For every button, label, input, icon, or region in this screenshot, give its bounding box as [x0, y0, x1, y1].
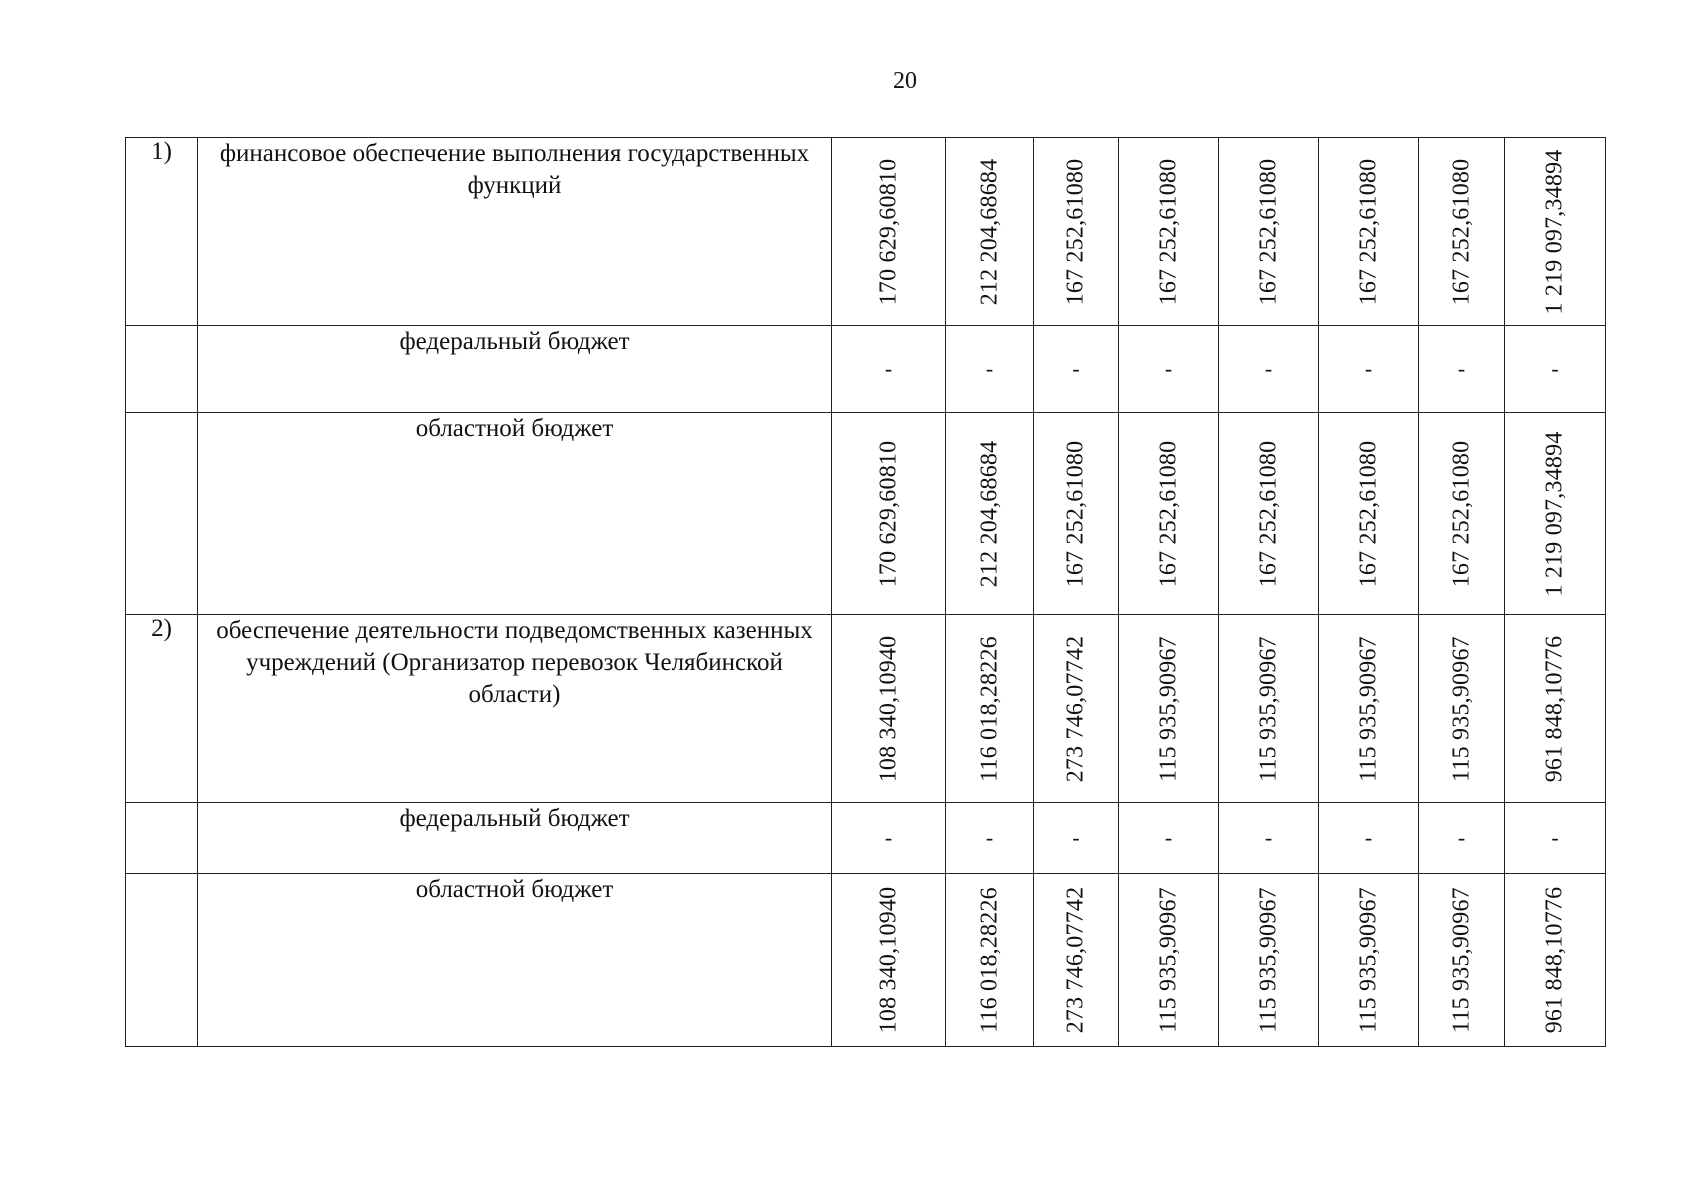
value-cell — [1119, 615, 1219, 803]
value-cell — [832, 413, 946, 615]
value-text: - — [985, 825, 994, 850]
value-cell — [1034, 138, 1119, 326]
value-text: - — [1364, 356, 1373, 381]
value-cell — [946, 615, 1034, 803]
value-cell — [1219, 874, 1319, 1047]
value-cell — [1119, 803, 1219, 874]
value-cell — [1119, 138, 1219, 326]
value-text: - — [1164, 825, 1173, 850]
value-text: 115 935,90967 — [1255, 635, 1281, 782]
value-cell — [1419, 803, 1505, 874]
value-cell — [1319, 615, 1419, 803]
value-text: 167 252,61080 — [1355, 440, 1381, 587]
value-text: 167 252,61080 — [1155, 440, 1181, 587]
value-cell — [1219, 803, 1319, 874]
table-row — [126, 615, 1606, 803]
value-cell — [1034, 803, 1119, 874]
value-cell — [832, 874, 946, 1047]
row-label: обеспечение деятельности подведомственных казенных учреждений (Организатор перевозок Челябинской области) — [198, 615, 832, 803]
table-row — [126, 874, 1606, 1047]
value-cell — [1119, 326, 1219, 413]
value-cell — [1505, 413, 1606, 615]
row-label: финансовое обеспечение выполнения государственных функций — [198, 138, 832, 326]
value-text: - — [1551, 356, 1559, 381]
value-text: 170 629,60810 — [875, 158, 901, 305]
value-cell — [1219, 413, 1319, 615]
value-cell — [1319, 326, 1419, 413]
value-cell — [946, 413, 1034, 615]
value-cell — [1419, 326, 1505, 413]
value-text: 167 252,61080 — [1062, 158, 1089, 305]
row-number — [126, 803, 198, 874]
value-cell — [1119, 413, 1219, 615]
value-text: 108 340,10940 — [875, 635, 901, 782]
value-text: 212 204,68684 — [976, 440, 1002, 587]
value-text: 167 252,61080 — [1255, 440, 1281, 587]
row-number — [126, 413, 198, 615]
value-cell — [1034, 874, 1119, 1047]
row-number — [126, 874, 198, 1047]
row-number: 2) — [126, 615, 198, 803]
value-cell — [946, 874, 1034, 1047]
value-text: 273 746,07742 — [1062, 635, 1089, 782]
value-text: - — [1264, 356, 1273, 381]
value-text: 1 219 097,34894 — [1541, 149, 1568, 314]
value-cell — [832, 326, 946, 413]
value-cell — [946, 803, 1034, 874]
value-cell — [1319, 803, 1419, 874]
value-cell — [946, 138, 1034, 326]
value-text: 108 340,10940 — [875, 886, 901, 1034]
value-text: - — [1551, 825, 1559, 850]
value-text: 115 935,90967 — [1355, 635, 1381, 782]
value-cell — [1319, 138, 1419, 326]
value-text: 170 629,60810 — [875, 440, 901, 587]
value-text: - — [1457, 825, 1466, 850]
value-text: 116 018,28226 — [976, 635, 1002, 782]
value-cell — [1219, 326, 1319, 413]
value-text: 961 848,10776 — [1541, 635, 1568, 782]
value-cell — [1419, 874, 1505, 1047]
value-text: 167 252,61080 — [1062, 440, 1089, 587]
value-cell — [1219, 138, 1319, 326]
value-cell — [1419, 138, 1505, 326]
row-label: областной бюджет — [198, 874, 832, 1047]
value-text: - — [884, 356, 893, 381]
value-cell — [1505, 803, 1606, 874]
value-cell — [1419, 615, 1505, 803]
table-row — [126, 138, 1606, 326]
value-text: - — [1072, 356, 1080, 381]
value-text: 115 935,90967 — [1255, 887, 1281, 1033]
value-cell — [1034, 615, 1119, 803]
value-text: 167 252,61080 — [1255, 158, 1281, 305]
value-cell — [1505, 326, 1606, 413]
table-row — [126, 413, 1606, 615]
budget-table — [125, 137, 1606, 1047]
row-label: областной бюджет — [198, 413, 832, 615]
value-text: 167 252,61080 — [1155, 158, 1181, 305]
row-label: федеральный бюджет — [198, 803, 832, 874]
value-cell — [1319, 874, 1419, 1047]
value-cell — [1219, 615, 1319, 803]
row-number — [126, 326, 198, 413]
value-text: - — [985, 356, 994, 381]
value-cell — [1119, 874, 1219, 1047]
value-text: - — [1364, 825, 1373, 850]
value-cell — [1505, 874, 1606, 1047]
value-text: 212 204,68684 — [976, 158, 1002, 305]
value-cell — [832, 803, 946, 874]
value-cell — [832, 138, 946, 326]
value-text: 167 252,61080 — [1448, 440, 1474, 587]
value-text: 961 848,10776 — [1541, 886, 1568, 1034]
value-cell — [1319, 413, 1419, 615]
row-number: 1) — [126, 138, 198, 326]
value-text: - — [884, 825, 893, 850]
value-text: 167 252,61080 — [1448, 158, 1474, 305]
value-text: 116 018,28226 — [976, 887, 1002, 1033]
value-text: - — [1164, 356, 1173, 381]
value-text: 167 252,61080 — [1355, 158, 1381, 305]
value-cell — [1505, 615, 1606, 803]
value-text: 115 935,90967 — [1155, 887, 1181, 1033]
value-text: 115 935,90967 — [1155, 635, 1181, 782]
value-cell — [1419, 413, 1505, 615]
page-number: 20 — [893, 68, 917, 94]
value-text: 115 935,90967 — [1448, 635, 1474, 782]
value-cell — [1034, 413, 1119, 615]
value-text: 1 219 097,34894 — [1541, 431, 1568, 596]
value-text: - — [1072, 825, 1080, 850]
value-cell — [946, 326, 1034, 413]
value-text: 115 935,90967 — [1448, 887, 1474, 1033]
value-cell — [832, 615, 946, 803]
value-text: - — [1264, 825, 1273, 850]
row-label: федеральный бюджет — [198, 326, 832, 413]
value-text: - — [1457, 356, 1466, 381]
value-cell — [1034, 326, 1119, 413]
value-cell — [1505, 138, 1606, 326]
table-row — [126, 326, 1606, 413]
value-text: 115 935,90967 — [1355, 887, 1381, 1033]
table-row — [126, 803, 1606, 874]
value-text: 273 746,07742 — [1062, 886, 1089, 1034]
